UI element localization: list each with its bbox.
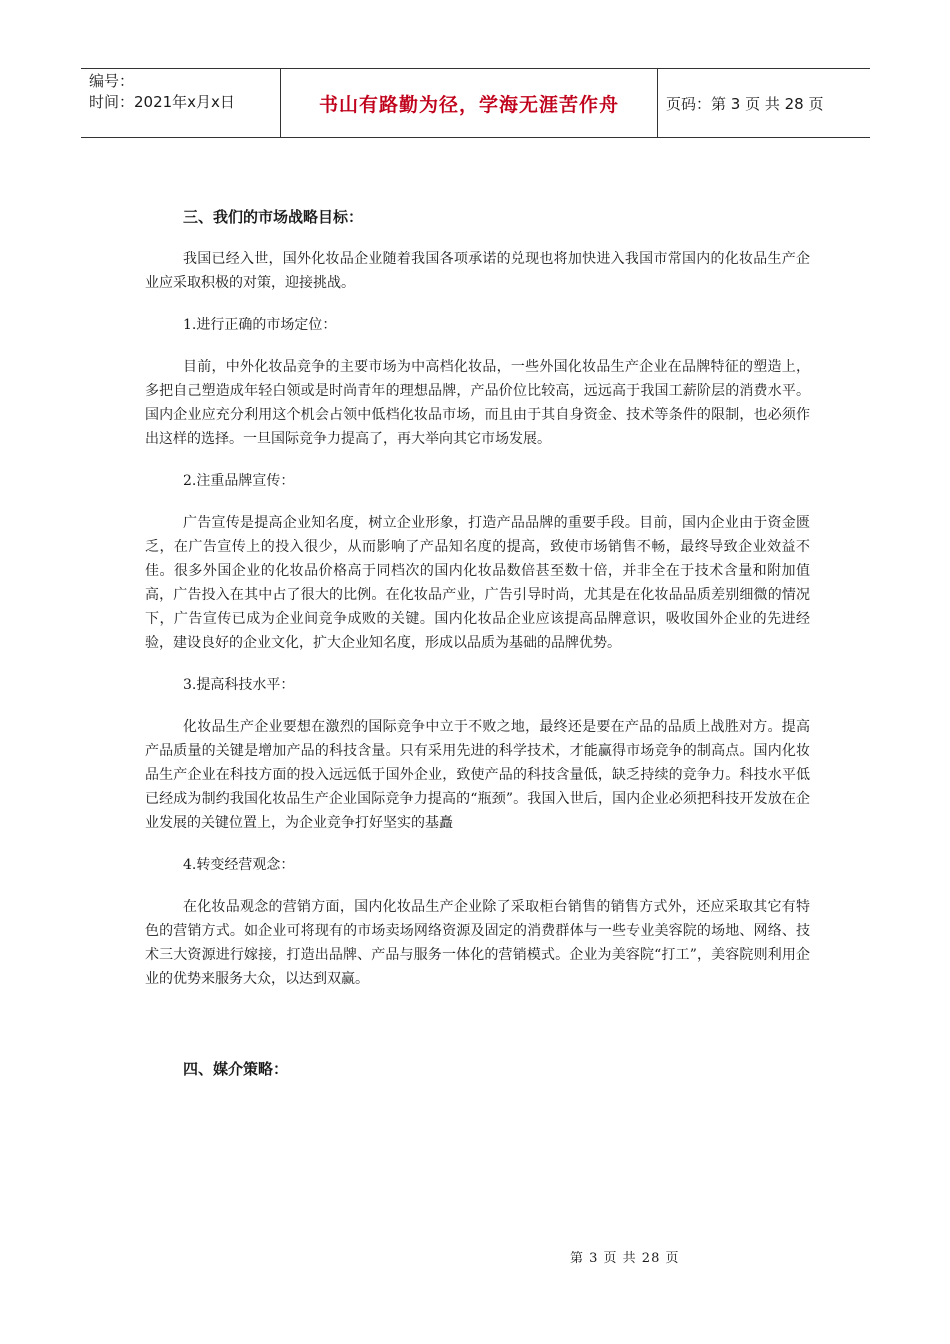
item-1-text: 目前，中外化妆品竞争的主要市场为中高档化妆品，一些外国化妆品生产企业在品牌特征的塑造上，多把自己塑造成年轻白领或是时尚青年的理想品牌，产品价位比较高，远远高于我国工薪阶层的消费水平。国内企业应充分利用这个机会占领中低档化妆品市场，而且由于其自身资金、技术等条件的限制，也必须作出这样的选择。一旦国际竞争力提高了，再大举向其它市场发展。	[145, 359, 810, 447]
document-body	[145, 205, 810, 1081]
header-page-code: 页码：第 3 页 共 28 页	[666, 94, 824, 113]
section-3-title: 三、我们的市场战略目标：	[183, 208, 364, 226]
header-motto: 书山有路勤为径，学海无涯苦作舟	[281, 69, 658, 137]
section-3-intro: 我国已经入世，国外化妆品企业随着我国各项承诺的兑现也将加快进入我国市常国内的化妆品生产企业应采取积极的对策，迎接挑战。	[145, 251, 810, 291]
item-3-title: 3.提高科技水平：	[183, 677, 295, 693]
item-3-text: 化妆品生产企业要想在激烈的国际竞争中立于不败之地，最终还是要在产品的品质上战胜对方。提高产品质量的关键是增加产品的科技含量。只有采用先进的科学技术，才能赢得市场竞争的制高点。国内化妆品生产企业在科技方面的投入远远低于国外企业，致使产品的科技含量低，缺乏持续的竞争力。科技水平低已经成为制约我国化妆品生产企业国际竞争力提高的“瓶颈”。我国入世后，国内企业必须把科技开发放在企业发展的关键位置上，为企业竞争打好坚实的基矗	[145, 719, 810, 831]
page-header	[81, 68, 870, 138]
section-4-title: 四、媒介策略：	[183, 1060, 289, 1078]
item-2-title: 2.注重品牌宣传：	[183, 473, 295, 489]
document-number: 编号：	[89, 72, 135, 90]
document-date: 时间：2021年x月x日	[89, 93, 235, 111]
item-4-text: 在化妆品观念的营销方面，国内化妆品生产企业除了采取柜台销售的销售方式外，还应采取其它有特色的营销方式。如企业可将现有的市场卖场网络资源及固定的消费群体与一些专业美容院的场地、网络、技术三大资源进行嫁接，打造出品牌、产品与服务一体化的营销模式。企业为美容院“打工”，美容院则利用企业的优势来服务大众，以达到双赢。	[145, 899, 810, 987]
item-2-text: 广告宣传是提高企业知名度，树立企业形象，打造产品品牌的重要手段。目前，国内企业由于资金匮乏，在广告宣传上的投入很少，从而影响了产品知名度的提高，致使市场销售不畅，最终导致企业效益不佳。很多外国企业的化妆品价格高于同档次的国内化妆品数倍甚至数十倍，并非全在于技术含量和附加值高，广告投入在其中占了很大的比例。在化妆品产业，广告引导时尚，尤其是在化妆品品质差别细微的情况下，广告宣传已成为企业间竞争成败的关键。国内化妆品企业应该提高品牌意识，吸收国外企业的先进经验，建设良好的企业文化，扩大企业知名度，形成以品质为基础的品牌优势。	[145, 515, 810, 651]
item-4-title: 4.转变经营观念：	[183, 857, 295, 873]
header-meta	[81, 69, 281, 137]
item-1-title: 1.进行正确的市场定位：	[183, 317, 337, 333]
page-footer: 第 3 页 共 28 页	[570, 1251, 680, 1266]
